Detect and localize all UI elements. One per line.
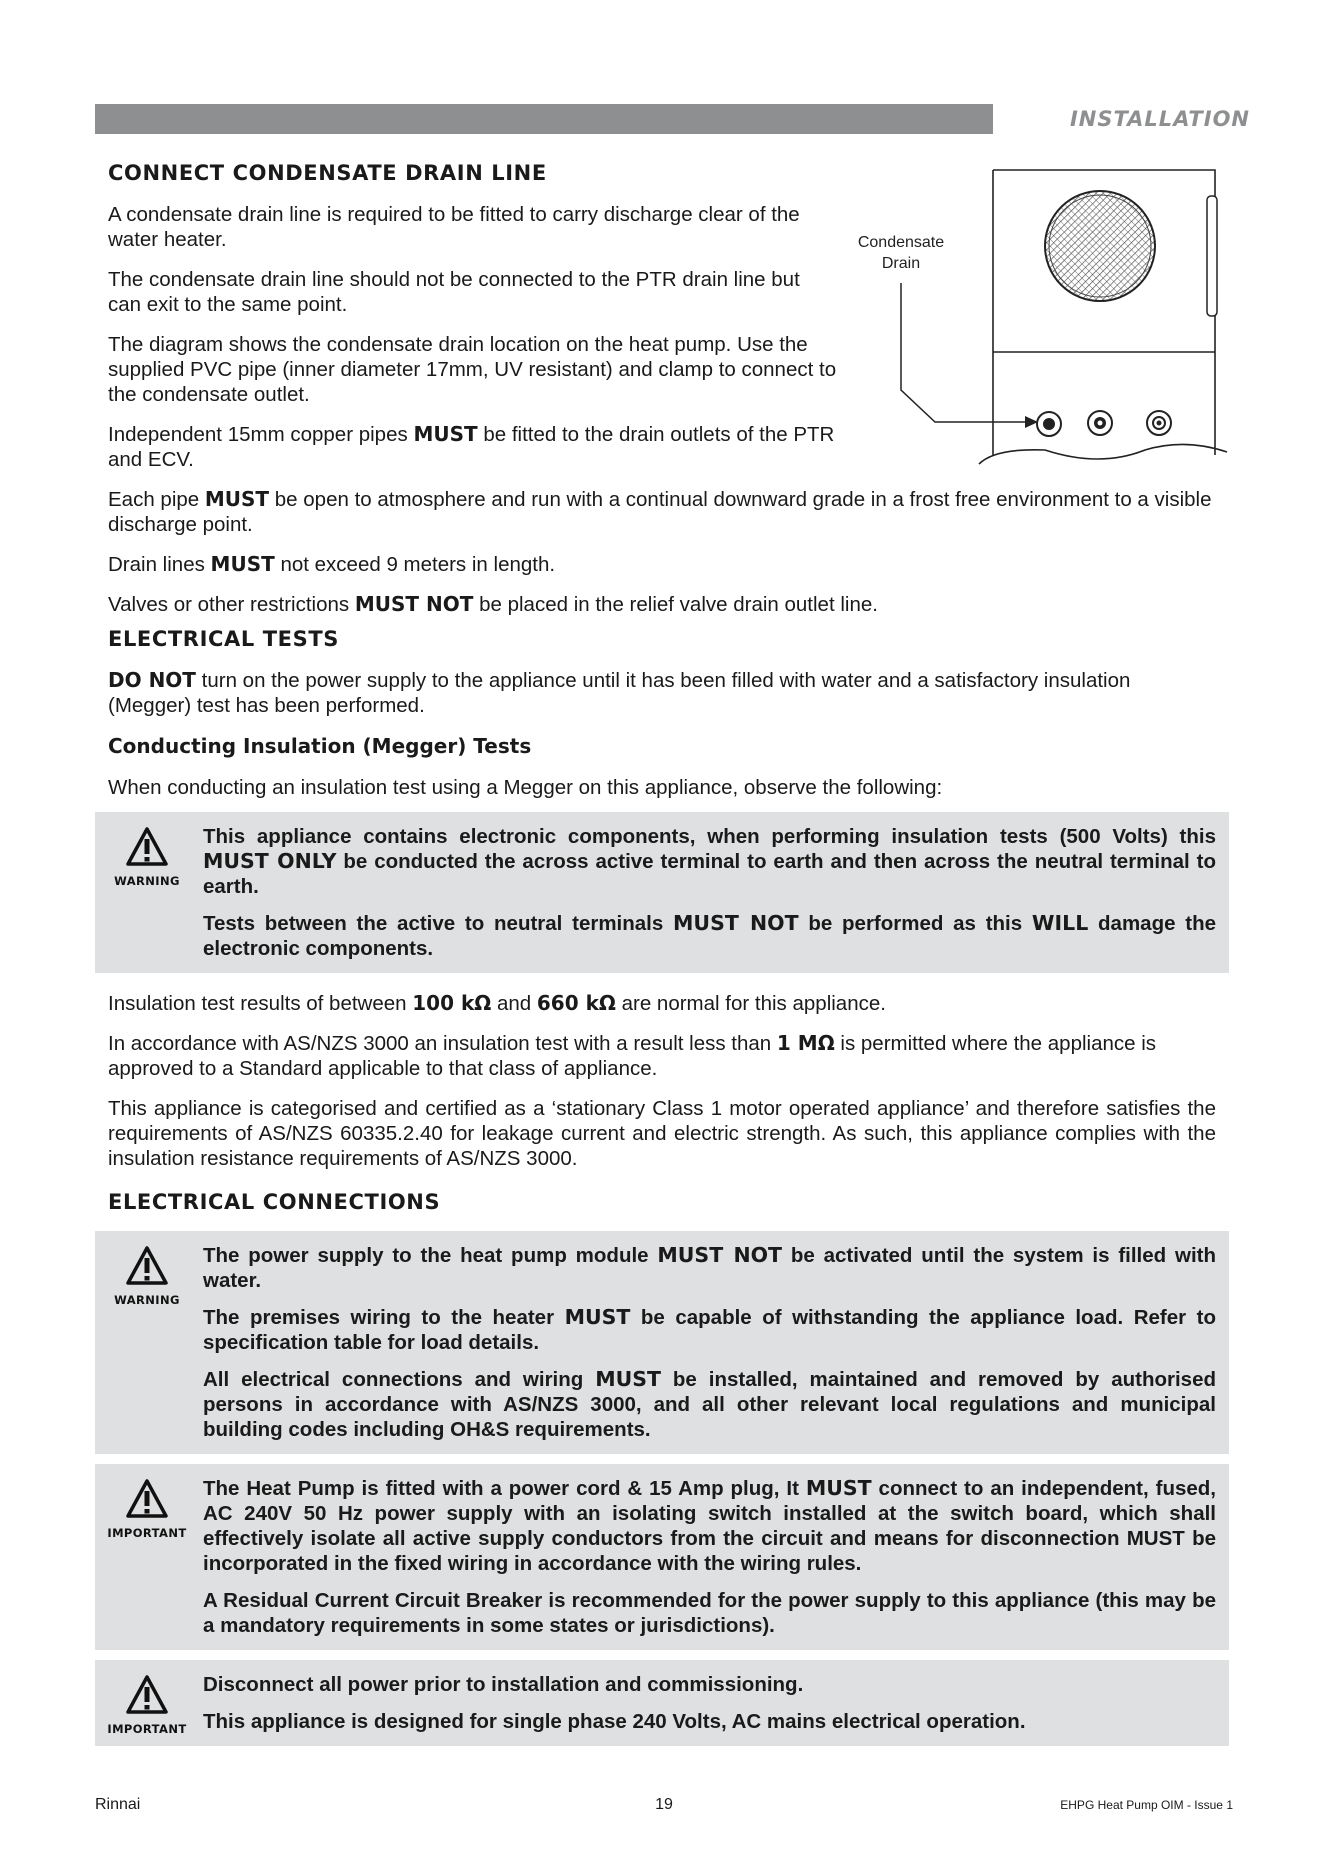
important-text-1: The Heat Pump is fitted with a power cord & 15 Amp plug, It MUST connect to an independent, fused, AC 240V 50 Hz power supply with an isolating switch installed at the switch board, which shall effectively isolate all active supply conductors from the circuit and means for disconnection MUST be incorporated in the fixed wiring in accordance with the wiring rules. xyxy=(203,1476,1216,1575)
condensate-paragraph-6: Drain lines MUST not exceed 9 meters in length. xyxy=(108,552,556,576)
important-callout-power-supply xyxy=(95,1464,1229,1650)
warning-label: WARNING xyxy=(114,874,180,888)
electrical-tests-paragraph-1: DO NOT turn on the power supply to the appliance until it has been filled with water and a satisfactory insulation (Megger) test has been performed. xyxy=(108,668,1131,717)
footer-page-number: 19 xyxy=(655,1796,673,1813)
heading-condensate-drain: CONNECT CONDENSATE DRAIN LINE xyxy=(108,161,547,185)
condensate-paragraph-1: A condensate drain line is required to be fitted to carry discharge clear of the water heater. xyxy=(108,203,800,251)
heading-electrical-connections: ELECTRICAL CONNECTIONS xyxy=(108,1190,441,1214)
important-icon xyxy=(99,1478,195,1546)
diagram-label-line1: Condensate xyxy=(857,234,945,251)
warning-icon xyxy=(99,1245,195,1313)
important-text-3: Disconnect all power prior to installation and commissioning. xyxy=(203,1673,804,1696)
connections-warning-text-3: All electrical connections and wiring MUST be installed, maintained and removed by authorised persons in accordance with AS/NZS 3000, and all other relevant local regulations and municipal building codes including OH&S requirements. xyxy=(203,1367,1216,1441)
heading-electrical-tests: ELECTRICAL TESTS xyxy=(108,627,339,651)
page-content xyxy=(108,160,1216,1756)
condensate-paragraph-4: Independent 15mm copper pipes MUST be fitted to the drain outlets of the PTR and ECV. xyxy=(108,422,835,471)
condensate-paragraph-2: The condensate drain line should not be connected to the PTR drain line but can exit to the same point. xyxy=(108,268,800,316)
electrical-tests-paragraph-3: Insulation test results of between 100 kΩ and 660 kΩ are normal for this appliance. xyxy=(108,991,886,1015)
warning-text-1: This appliance contains electronic components, when performing insulation tests (500 Volts) this MUST ONLY be conducted the across active terminal to earth and then across the neutral terminal to earth. xyxy=(203,825,1216,898)
warning-callout-connections xyxy=(95,1231,1229,1454)
important-text-4: This appliance is designed for single phase 240 Volts, AC mains electrical operation. xyxy=(203,1710,1026,1733)
electrical-tests-paragraph-5: This appliance is categorised and certified as a ‘stationary Class 1 motor operated appliance’ and therefore satisfies the requirements of AS/NZS 60335.2.40 for leakage current and electric strength. As such, this appliance complies with the insulation resistance requirements of AS/NZS 3000. xyxy=(108,1097,1216,1170)
section-label: INSTALLATION xyxy=(1069,107,1250,131)
diagram-label-line2: Drain xyxy=(881,255,921,272)
subheading-megger-tests: Conducting Insulation (Megger) Tests xyxy=(108,734,532,758)
page-footer xyxy=(95,1796,1233,1816)
important-icon xyxy=(99,1674,195,1742)
connections-warning-text-2: The premises wiring to the heater MUST be capable of withstanding the appliance load. Refer to specification table for load details. xyxy=(203,1305,1216,1354)
electrical-tests-paragraph-2: When conducting an insulation test using a Megger on this appliance, observe the following: xyxy=(108,776,943,799)
warning-text-2: Tests between the active to neutral terminals MUST NOT be performed as this WILL damage the electronic components. xyxy=(203,911,1217,960)
warning-label: WARNING xyxy=(114,1293,180,1307)
condensate-paragraph-7: Valves or other restrictions MUST NOT be placed in the relief valve drain outlet line. xyxy=(108,592,878,616)
condensate-paragraph-5: Each pipe MUST be open to atmosphere and run with a continual downward grade in a frost free environment to a visible discharge point. xyxy=(108,487,1212,536)
important-callout-disconnect xyxy=(95,1660,1229,1746)
footer-brand: Rinnai xyxy=(95,1796,141,1813)
connections-warning-text-1: The power supply to the heat pump module MUST NOT be activated until the system is filled with water. xyxy=(203,1243,1216,1292)
important-text-2: A Residual Current Circuit Breaker is recommended for the power supply to this appliance (this may be a mandatory requirements in some states or jurisdictions). xyxy=(203,1589,1216,1637)
header-bar xyxy=(95,104,993,134)
footer-doc-title: EHPG Heat Pump OIM - Issue 1 xyxy=(1060,1798,1233,1812)
warning-icon xyxy=(99,826,195,894)
electrical-tests-paragraph-4: In accordance with AS/NZS 3000 an insulation test with a result less than 1 MΩ is permitted where the appliance is approved to a Standard applicable to that class of appliance. xyxy=(108,1031,1157,1080)
condensate-paragraph-3: The diagram shows the condensate drain location on the heat pump. Use the supplied PVC pipe (inner diameter 17mm, UV resistant) and clamp to connect to the condensate outlet. xyxy=(108,333,837,406)
important-label: IMPORTANT xyxy=(107,1526,187,1540)
important-label: IMPORTANT xyxy=(107,1722,187,1736)
warning-callout-insulation xyxy=(95,812,1229,973)
